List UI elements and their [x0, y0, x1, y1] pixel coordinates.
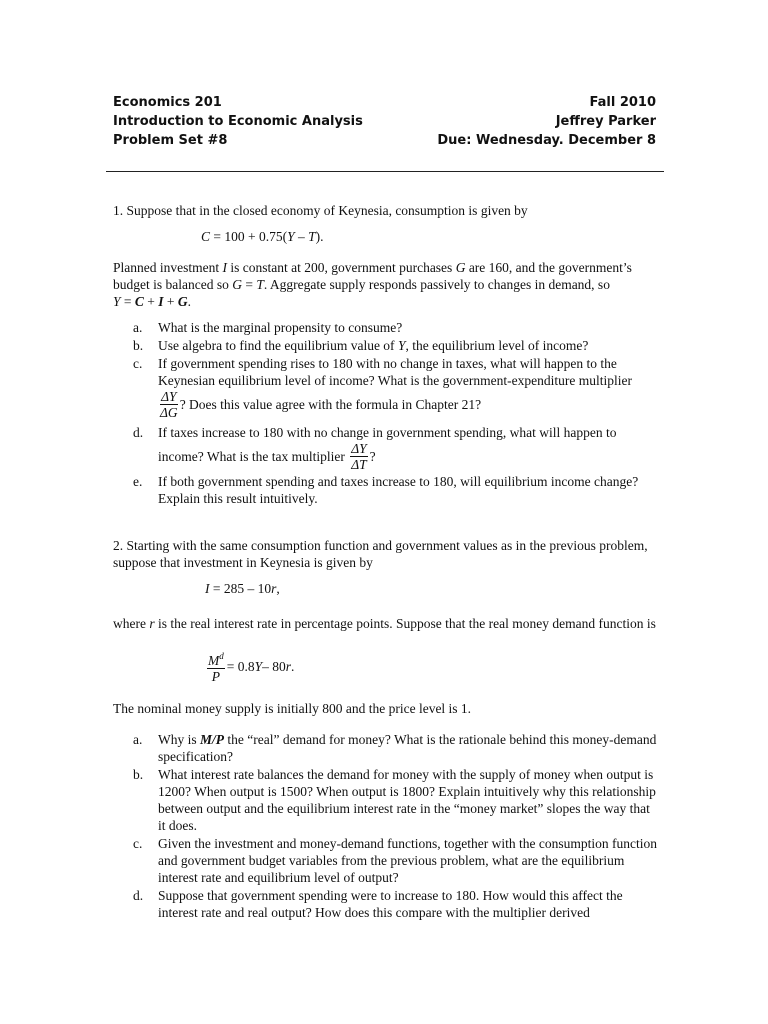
problem-set-label: Problem Set #8 [113, 133, 228, 148]
q2-intro: 2. Starting with the same consumption function and government values as in the previous problem, suppose that investment in Keynesia is given by [113, 538, 648, 570]
q2-money-supply: The nominal money supply is initially 800 and the price level is 1. [113, 701, 472, 716]
course-subtitle: Introduction to Economic Analysis [113, 114, 363, 129]
q1-item-b: b. Use algebra to find the equilibrium value of Y, the equilibrium level of income? [133, 338, 589, 353]
q1-consumption-equation: C = 100 + 0.75(Y – T). [201, 229, 324, 244]
q2-where: where r is the real interest rate in percentage points. Suppose that the real money demand function is [113, 616, 656, 631]
q2-investment-equation: I = 285 – 10r, [205, 581, 280, 596]
header-left [113, 93, 363, 150]
q2-item-a: a. Why is M/P the “real” demand for money? What is the rationale behind this money-demand specification? [133, 732, 657, 764]
q2-item-d: d. Suppose that government spending were to increase to 180. How would this affect the interest rate and real output? How does this compare with the multiplier derived [133, 888, 623, 920]
instructor: Jeffrey Parker [555, 114, 656, 129]
header-divider [106, 171, 664, 172]
header-right [437, 93, 656, 150]
tax-multiplier-fraction: $\frac{\Delta Y}{\Delta T}$ [351, 441, 367, 472]
q1-item-e: e. If both government spending and taxes increase to 180, will equilibrium income change? Explain this result intuitively. [133, 474, 639, 506]
q1-assumptions: Planned investment I is constant at 200, government purchases G are 160, and the government’s budget is balanced so G = T. Aggregate supply responds passively to changes in demand, so Y = C + I + G. [113, 260, 632, 309]
course-title: Economics 201 [113, 95, 222, 110]
q1-intro: 1. Suppose that in the closed economy of Keynesia, consumption is given by [113, 203, 528, 218]
term: Fall 2010 [589, 95, 656, 110]
gov-multiplier-fraction: $\frac{\Delta Y}{\Delta G}$ [160, 389, 178, 420]
q2-subquestions [113, 731, 658, 921]
due-date: Due: Wednesday. December 8 [437, 133, 656, 148]
q2-item-c: c. Given the investment and money-demand functions, together with the consumption function and government budget variables from the previous problem, what are the equilibrium interest rate and equilibrium level of output? [133, 836, 658, 885]
q2-item-b: b. What interest rate balances the demand for money with the supply of money when output is 1200? When output is 1500? When output is 1800? Explain intuitively why this relationship between output and the equilibrium interest rate in the “money market” slopes the way that it does. [133, 767, 656, 833]
q1-item-c: c. If government spending rises to 180 with no change in taxes, what will happen to the Keynesian equilibrium level of income? What is the government-expenditure multiplier $\frac{\Delta Y}{\Delta G}$ ? Does this value agree with the formula in Chapter 21? [133, 356, 632, 420]
q1-subquestions [113, 319, 658, 507]
q1-item-a: a. What is the marginal propensity to consume? [133, 320, 403, 335]
problem-body [113, 202, 658, 922]
q1-item-d: d. If taxes increase to 180 with no change in government spending, what will happen to income? What is the tax multiplier $\frac{\Delta Y}{\Delta T}$ ? [133, 425, 617, 472]
q2-money-demand-equation: $\frac{M^d}{P}$ = 0.8 Y – 80 r . [208, 651, 295, 684]
